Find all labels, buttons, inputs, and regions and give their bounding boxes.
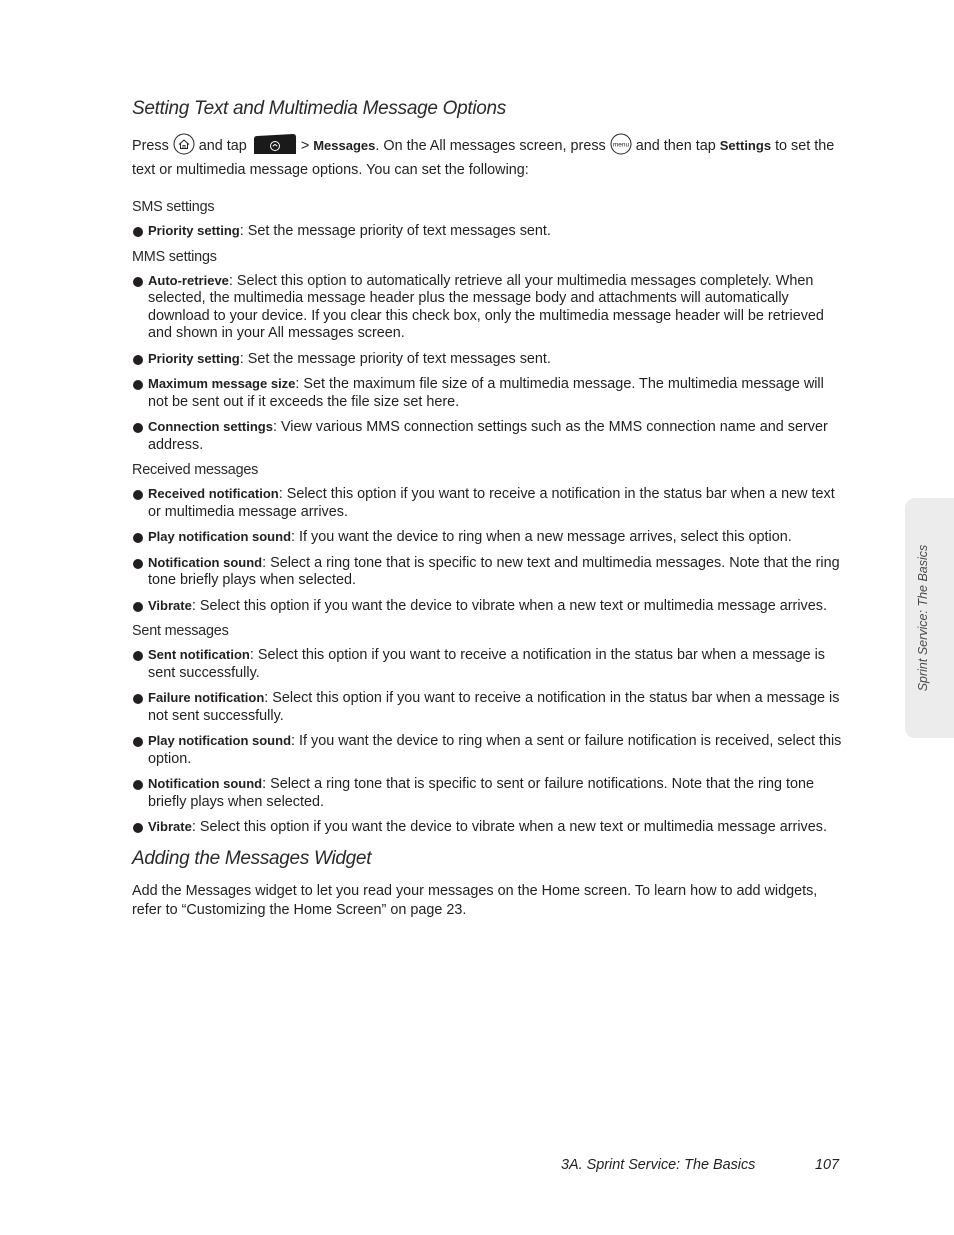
item-term: Maximum message size [148,376,296,391]
list-item [132,597,842,616]
bullet-list [132,272,842,455]
bullet-icon [133,490,143,500]
all-apps-tab-icon [253,133,297,161]
item-description: : Select this option if you want to receive a notification in the status bar when a message is sent successfully. [148,647,825,681]
bullet-icon [133,355,143,365]
bullet-icon [133,694,143,704]
item-term: Received notification [148,486,279,501]
bullet-icon [133,559,143,569]
bullet-icon [133,780,143,790]
item-description: : Set the message priority of text messages sent. [239,223,551,239]
bullet-icon [133,602,143,612]
item-description: : View various MMS connection settings such as the MMS connection name and server address. [148,419,828,453]
widget-paragraph: Add the Messages widget to let you read your messages on the Home screen. To learn how to add widgets, refer to “Customizing the Home Screen” on page 23. [132,882,818,918]
bullet-list [132,485,842,615]
item-term: Failure notification [148,690,265,705]
item-term: Auto-retrieve [148,272,229,288]
item-description: : Select this option if you want the device to vibrate when a new text or multimedia message arrives. [191,597,827,614]
item-description: : Set the message priority of text messages sent. [239,350,551,367]
item-description: : If you want the device to ring when a sent or failure notification is received, select this option. [148,733,842,767]
section-title: Setting Text and Multimedia Message Options [132,98,506,119]
bullet-icon [133,533,143,543]
side-tab-label: Sprint Service: The Basics [916,544,930,692]
item-description: : Select this option if you want to receive a notification in the status bar when a new text or multimedia message arrives. [148,486,835,520]
bullet-icon [133,651,143,661]
page-content [132,98,842,920]
bullet-icon [133,823,143,833]
settings-groups [132,198,842,837]
side-tab [905,498,954,738]
item-term: Notification sound [148,776,263,791]
item-term: Vibrate [148,819,192,834]
list-item [132,418,842,454]
bullet-icon [133,380,143,390]
group-heading: SMS settings [132,199,215,215]
item-description: : Select a ring tone that is specific to sent or failure notifications. Note that the ring tone briefly plays when selected. [148,776,815,810]
item-term: Notification sound [148,554,263,570]
menu-key-icon [610,133,632,161]
item-description: : Set the maximum file size of a multimedia message. The multimedia message will not be sent out if it exceeds the file size set here. [148,376,824,410]
list-item [132,528,842,547]
bullet-icon [133,423,143,433]
list-item [132,350,842,369]
footer-page-number: 107 [815,1157,840,1173]
list-item [132,554,842,590]
list-item [132,689,842,725]
home-icon [173,133,195,161]
group-heading: Sent messages [132,623,229,639]
item-term: Connection settings [148,419,273,434]
list-item [132,818,842,837]
item-term: Play notification sound [148,733,292,748]
item-description: : Select this option to automatically retrieve all your multimedia messages completely. When selected, the multimedia message header plus the message body and attachments will automatically download to your device. If you clear this check box, only the multimedia message header will be retrieved and shown in your All messages screen. [148,272,824,341]
item-term: Priority setting [148,350,240,366]
item-description: : Select a ring tone that is specific to new text and multimedia messages. Note that the ring tone briefly plays when selected. [148,554,840,588]
footer-chapter: 3A. Sprint Service: The Basics [561,1157,756,1173]
bullet-list [132,646,842,837]
group-heading: Received messages [132,462,259,478]
section-title: Adding the Messages Widget [132,847,372,869]
item-description: : Select this option if you want the device to vibrate when a new text or multimedia message arrives. [191,819,827,835]
bullet-list [132,222,842,241]
list-item [132,272,842,343]
item-description: : Select this option if you want to receive a notification in the status bar when a message is not sent successfully. [148,690,840,724]
item-term: Priority setting [148,223,240,238]
item-term: Vibrate [148,597,192,613]
bullet-icon [133,737,143,747]
list-item [132,646,842,682]
intro-paragraph: Press and tap > Messages. On the All messages screen, press menu and then tap Settings to set the text or multimedia message options. You can set the following: [132,133,842,180]
item-description: : If you want the device to ring when a new message arrives, select this option. [291,529,792,545]
list-item [132,375,842,411]
bullet-icon [133,227,143,237]
list-item [132,222,842,241]
list-item [132,732,842,768]
bullet-icon [133,277,143,287]
item-term: Play notification sound [148,529,292,544]
list-item [132,485,842,521]
item-term: Sent notification [148,647,250,662]
group-heading: MMS settings [132,248,217,265]
list-item [132,775,842,811]
menu-key-label: menu [612,141,629,149]
